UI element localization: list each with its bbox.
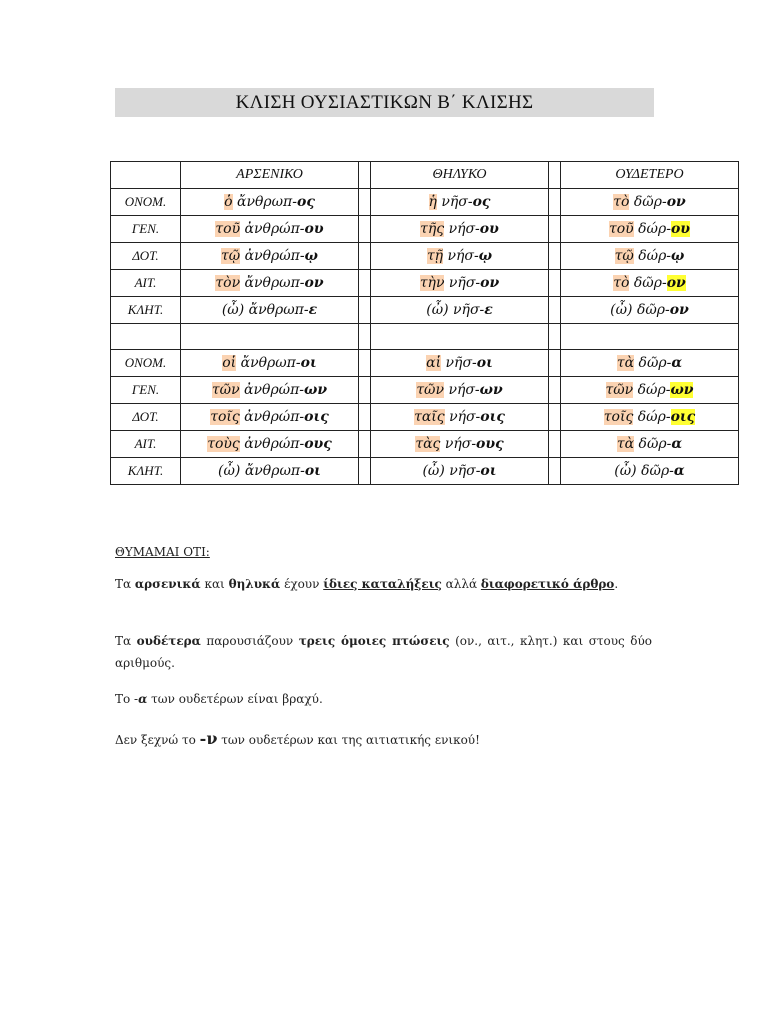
ending: ος — [297, 194, 315, 210]
ending: ου — [304, 221, 324, 237]
case-label: ΟΝΟΜ. — [111, 350, 181, 377]
article: τοῖς — [603, 409, 634, 425]
declension-cell — [181, 431, 359, 458]
header-row — [111, 162, 739, 189]
case-row — [111, 243, 739, 270]
case-label: ΑΙΤ. — [111, 270, 181, 297]
article: τῆς — [420, 221, 445, 237]
declension-cell — [181, 377, 359, 404]
notes-heading-text: ΘΥΜΑΜΑΙ ΟΤΙ: — [115, 545, 210, 559]
ending: ε — [308, 302, 318, 318]
declension-cell — [371, 297, 549, 324]
ending: ῳ — [304, 248, 318, 264]
article: (ὦ) — [422, 463, 445, 479]
gap-cell — [549, 162, 561, 189]
gap-cell — [549, 458, 561, 485]
stem: ἀνθρώπ- — [244, 436, 305, 452]
article: αἱ — [426, 355, 442, 371]
stem: ἄνθρωπ- — [248, 302, 309, 318]
article: τοὺς — [207, 436, 240, 452]
empty-cell — [561, 324, 739, 350]
note-bold: -ν — [199, 729, 218, 748]
article: ὁ — [224, 194, 233, 210]
ending: ων — [479, 382, 503, 398]
declension-cell — [561, 458, 739, 485]
empty-cell — [371, 324, 549, 350]
declension-cell — [561, 350, 739, 377]
ending: οι — [480, 463, 497, 479]
gap-cell — [549, 270, 561, 297]
stem: νήσ- — [449, 409, 481, 425]
page-title: ΚΛΙΣΗ ΟΥΣΙΑΣΤΙΚΩΝ Β΄ ΚΛΙΣΗΣ — [235, 91, 534, 113]
note-text: αλλά — [441, 577, 481, 591]
stem: ἄνθρωπ- — [244, 463, 305, 479]
stem: ἄνθρωπ- — [237, 194, 297, 210]
stem: δῶρ- — [638, 355, 672, 371]
stem: δώρ- — [637, 409, 671, 425]
notes-heading — [115, 541, 652, 563]
empty-cell — [181, 324, 359, 350]
stem: νήσ- — [444, 436, 477, 452]
case-row — [111, 350, 739, 377]
gap-cell — [359, 458, 371, 485]
column-header-masculine: ΑΡΣΕΝΙΚΟ — [181, 162, 359, 189]
gap-cell — [359, 377, 371, 404]
case-label: ΓΕΝ. — [111, 377, 181, 404]
declension-cell — [371, 189, 549, 216]
ending: ῳ — [478, 248, 493, 264]
note-text: (ον., αιτ., κλητ.) και στους δύο αριθμούς. — [115, 634, 653, 670]
case-label: ΔΟΤ. — [111, 243, 181, 270]
case-row — [111, 189, 739, 216]
gap-cell — [359, 431, 371, 458]
stem: νήσ- — [448, 221, 480, 237]
empty-cell — [111, 324, 181, 350]
ending: ον — [666, 275, 686, 291]
declension-cell — [561, 270, 739, 297]
case-row — [111, 216, 739, 243]
note-bold: τρεις όμοιες πτώσεις — [298, 634, 450, 648]
article: τοῦ — [215, 221, 241, 237]
declension-cell — [561, 377, 739, 404]
declension-table — [110, 161, 739, 485]
case-label: ΟΝΟΜ. — [111, 189, 181, 216]
ending: ους — [476, 436, 504, 452]
stem: ἄνθρωπ- — [244, 275, 305, 291]
ending: ον — [666, 194, 686, 210]
ending: οι — [476, 355, 493, 371]
article: (ὦ) — [614, 463, 637, 479]
note-text: Τα — [115, 577, 135, 591]
stem: ἀνθρώπ- — [244, 248, 305, 264]
declension-cell — [561, 216, 739, 243]
case-row — [111, 297, 739, 324]
stem: δῶρ- — [636, 302, 670, 318]
gap-cell — [549, 377, 561, 404]
stem: ἀνθρώπ- — [244, 409, 305, 425]
declension-cell — [181, 458, 359, 485]
article: τῇ — [426, 248, 444, 264]
declension-cell — [561, 404, 739, 431]
gap-cell — [359, 350, 371, 377]
article: τοῖς — [210, 409, 240, 425]
case-label: ΑΙΤ. — [111, 431, 181, 458]
ending: ων — [670, 382, 694, 398]
gap-cell — [359, 297, 371, 324]
ending: οις — [304, 409, 329, 425]
note-bold: αρσενικά — [134, 577, 201, 591]
declension-cell — [371, 377, 549, 404]
declension-cell — [371, 243, 549, 270]
stem: νῆσ- — [449, 463, 481, 479]
article: τὴν — [419, 275, 445, 291]
stem: ἀνθρώπ- — [244, 382, 305, 398]
note-paragraph-4 — [115, 728, 652, 751]
stem: δῶρ- — [641, 463, 674, 479]
gap-cell — [359, 189, 371, 216]
case-row — [111, 270, 739, 297]
article: τὰ — [616, 436, 635, 452]
case-row — [111, 431, 739, 458]
note-text: και — [200, 577, 229, 591]
case-label: ΚΛΗΤ. — [111, 458, 181, 485]
stem: νῆσ- — [448, 275, 481, 291]
stem: ἄνθρωπ- — [240, 355, 301, 371]
declension-cell — [561, 243, 739, 270]
ending: ον — [669, 302, 689, 318]
empty-cell — [549, 324, 561, 350]
gap-cell — [549, 431, 561, 458]
article: τῷ — [614, 248, 634, 264]
gap-cell — [359, 243, 371, 270]
spacer-row — [111, 324, 739, 350]
declension-cell — [181, 216, 359, 243]
article: (ὦ) — [218, 463, 241, 479]
article: (ὦ) — [610, 302, 633, 318]
article: τὰ — [616, 355, 635, 371]
article: τῶν — [605, 382, 634, 398]
ending: ον — [480, 275, 500, 291]
article: ταῖς — [414, 409, 445, 425]
note-text: των ουδετέρων είναι βραχύ. — [147, 692, 323, 706]
gap-cell — [359, 162, 371, 189]
note-bold-underlined: ίδιες καταλήξεις — [323, 577, 442, 591]
gap-cell — [359, 404, 371, 431]
article: τὸν — [215, 275, 241, 291]
ending: ος — [472, 194, 491, 210]
note-text: έχουν — [280, 577, 324, 591]
stem: νῆσ- — [441, 194, 473, 210]
note-text: . — [614, 577, 619, 591]
note-text: των ουδετέρων και της αιτιατικής ενικού! — [217, 733, 480, 747]
stem: δῶρ- — [633, 194, 667, 210]
declension-cell — [561, 431, 739, 458]
ending: ε — [484, 302, 493, 318]
article: τὸ — [613, 194, 630, 210]
stem: νήσ- — [447, 248, 479, 264]
article: οἱ — [222, 355, 237, 371]
article: τὸ — [613, 275, 630, 291]
stem: δῶρ- — [638, 436, 672, 452]
gap-cell — [549, 243, 561, 270]
ending: ῳ — [671, 248, 685, 264]
case-row — [111, 458, 739, 485]
note-text: Το - — [115, 692, 139, 706]
column-header-neuter: ΟΥΔΕΤΕΡΟ — [561, 162, 739, 189]
article: τῶν — [416, 382, 444, 398]
article: ἡ — [428, 194, 437, 210]
stem: νῆσ- — [445, 355, 477, 371]
note-bold-underlined: διαφορετικό άρθρο — [480, 577, 615, 591]
stem: δῶρ- — [633, 275, 667, 291]
ending: α — [673, 463, 685, 479]
declension-cell — [371, 350, 549, 377]
stem: δώρ- — [637, 382, 671, 398]
gap-cell — [359, 270, 371, 297]
corner-cell — [111, 162, 181, 189]
declension-cell — [371, 404, 549, 431]
empty-cell — [359, 324, 371, 350]
ending: α — [671, 436, 683, 452]
declension-cell — [181, 297, 359, 324]
note-bold: α — [138, 692, 148, 706]
declension-cell — [181, 270, 359, 297]
stem: δώρ- — [638, 248, 672, 264]
stem: ἀνθρώπ- — [244, 221, 305, 237]
declension-cell — [181, 243, 359, 270]
article: τὰς — [415, 436, 441, 452]
ending: οις — [670, 409, 696, 425]
ending: οις — [480, 409, 505, 425]
note-paragraph-3 — [115, 688, 652, 710]
gap-cell — [549, 404, 561, 431]
note-paragraph-2 — [115, 630, 652, 674]
article: τῶν — [211, 382, 240, 398]
article: τοῦ — [608, 221, 634, 237]
ending: ων — [304, 382, 328, 398]
declension-cell — [371, 270, 549, 297]
case-row — [111, 377, 739, 404]
stem: δώρ- — [638, 221, 671, 237]
ending: ου — [479, 221, 499, 237]
ending: οι — [304, 463, 321, 479]
note-paragraph-1 — [115, 573, 652, 595]
column-header-feminine: ΘΗΛΥΚΟ — [371, 162, 549, 189]
ending: ου — [670, 221, 690, 237]
gap-cell — [549, 297, 561, 324]
note-text: Δεν ξεχνώ το — [115, 733, 200, 747]
stem: νήσ- — [448, 382, 480, 398]
article: (ὦ) — [426, 302, 449, 318]
declension-cell — [371, 216, 549, 243]
gap-cell — [549, 189, 561, 216]
stem: νῆσ- — [453, 302, 485, 318]
article: τῷ — [221, 248, 241, 264]
note-text: Τα — [115, 634, 137, 648]
ending: οι — [300, 355, 317, 371]
gap-cell — [549, 350, 561, 377]
ending: ους — [304, 436, 332, 452]
case-label: ΓΕΝ. — [111, 216, 181, 243]
declension-cell — [371, 458, 549, 485]
declension-cell — [561, 297, 739, 324]
title-banner — [115, 88, 654, 117]
note-text: παρουσιάζουν — [200, 634, 299, 648]
note-bold: θηλυκά — [228, 577, 281, 591]
case-label: ΔΟΤ. — [111, 404, 181, 431]
case-row — [111, 404, 739, 431]
gap-cell — [359, 216, 371, 243]
ending: α — [671, 355, 683, 371]
declension-cell — [181, 189, 359, 216]
gap-cell — [549, 216, 561, 243]
article: (ὦ) — [221, 302, 245, 318]
declension-cell — [181, 404, 359, 431]
declension-cell — [181, 350, 359, 377]
note-bold: ουδέτερα — [136, 634, 201, 648]
declension-cell — [561, 189, 739, 216]
ending: ον — [304, 275, 324, 291]
case-label: ΚΛΗΤ. — [111, 297, 181, 324]
declension-cell — [371, 431, 549, 458]
